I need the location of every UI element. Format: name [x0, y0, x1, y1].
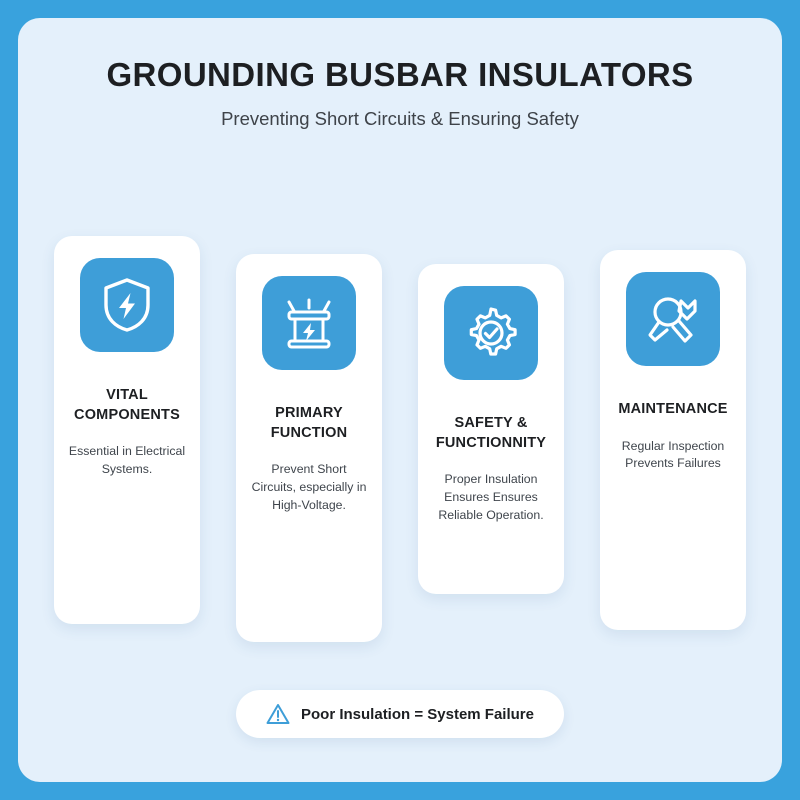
card-list — [54, 236, 746, 642]
card-description: Proper Insulation Ensures Ensures Reliable Operation. — [438, 472, 544, 522]
card-title: SAFETY & FUNCTIONNITY — [435, 415, 547, 451]
card-title: PRIMARY FUNCTION — [270, 405, 348, 441]
icon-tile — [80, 258, 174, 352]
card-title: MAINTENANCE — [618, 401, 728, 417]
footer-warning-text: Poor Insulation = System Failure — [301, 705, 534, 723]
icon-tile — [626, 272, 720, 366]
infographic-panel — [18, 18, 782, 782]
card-vital-components[interactable] — [54, 236, 200, 624]
gear-check-icon — [463, 305, 519, 361]
card-description: Prevent Short Circuits, especially in High-Voltage. — [251, 462, 367, 512]
card-title: VITAL COMPONENTS — [74, 387, 180, 423]
card-safety-functionnity[interactable] — [418, 264, 564, 594]
card-description: Essential in Electrical Systems. — [68, 444, 186, 476]
footer-warning-banner[interactable] — [236, 690, 564, 738]
icon-tile — [444, 286, 538, 380]
wrench-magnifier-icon — [645, 291, 701, 347]
card-maintenance[interactable] — [600, 250, 746, 630]
icon-tile — [262, 276, 356, 370]
page-subtitle: Preventing Short Circuits & Ensuring Safety — [221, 107, 579, 129]
header — [18, 18, 782, 130]
card-primary-function[interactable] — [236, 254, 382, 642]
card-description: Regular Inspection Prevents Failures — [621, 438, 725, 471]
page-title: GROUNDING BUSBAR INSULATORS — [106, 56, 694, 93]
warning-triangle-icon — [266, 703, 290, 725]
busbar-spark-icon — [282, 295, 336, 351]
shield-bolt-icon — [101, 277, 153, 333]
